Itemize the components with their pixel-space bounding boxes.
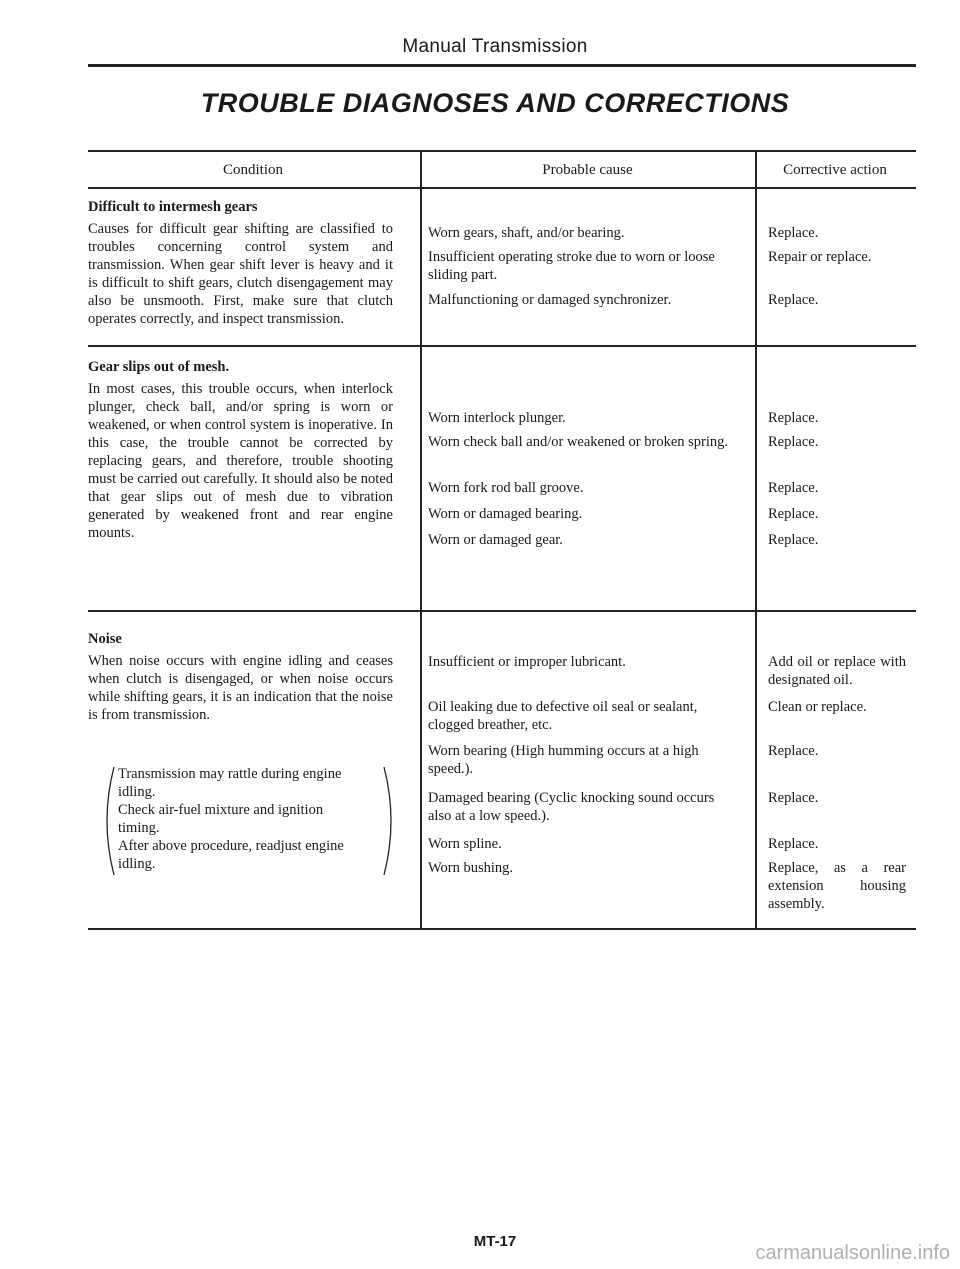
action-item: Replace. bbox=[768, 410, 819, 426]
condition-text: When noise occurs with engine idling and ceases when clutch is disengaged, or when noise occurs while shifting gears, it is an indication that the noise is from transmission. bbox=[88, 653, 393, 723]
cause-item: Worn or damaged gear. bbox=[428, 532, 563, 548]
bracket-line: After above procedure, readjust engine bbox=[118, 838, 344, 854]
cause-item: Worn gears, shaft, and/or bearing. bbox=[428, 225, 625, 241]
action-item: Replace. bbox=[768, 480, 819, 496]
cause-item: Worn or damaged bearing. bbox=[428, 506, 583, 522]
cause-item: Worn check ball and/or weakened or broken spring. bbox=[428, 434, 729, 450]
page-number: MT-17 bbox=[473, 1233, 517, 1250]
action-item: Replace. bbox=[768, 790, 819, 806]
cause-item: Worn spline. bbox=[428, 836, 502, 852]
column-header-condition: Condition bbox=[222, 162, 283, 178]
condition-cell bbox=[88, 358, 393, 542]
page-title: TROUBLE DIAGNOSES AND CORRECTIONS bbox=[200, 88, 790, 118]
action-item: Replace. bbox=[768, 225, 819, 241]
table-bottom-rule bbox=[88, 928, 916, 930]
action-item: Add oil or replace with designated oil. bbox=[768, 654, 906, 688]
cause-item: Malfunctioning or damaged synchronizer. bbox=[428, 292, 672, 308]
column-header-cause: Probable cause bbox=[542, 162, 633, 178]
cause-item: Damaged bearing (Cyclic knocking sound occurs also at a low speed.). bbox=[428, 790, 715, 824]
action-item: Replace. bbox=[768, 506, 819, 522]
cause-item: Insufficient operating stroke due to worn or loose sliding part. bbox=[428, 249, 715, 283]
watermark: carmanualsonline.info bbox=[755, 1242, 950, 1264]
condition-title: Difficult to intermesh gears bbox=[88, 199, 258, 215]
action-item: Replace. bbox=[768, 836, 819, 852]
action-item: Replace. bbox=[768, 532, 819, 548]
condition-cell bbox=[88, 630, 393, 724]
cause-item: Worn fork rod ball groove. bbox=[428, 480, 584, 496]
bracket-line: Transmission may rattle during engine bbox=[118, 766, 342, 782]
action-item: Repair or replace. bbox=[768, 249, 872, 265]
action-item: Replace. bbox=[768, 434, 819, 450]
column-divider bbox=[755, 150, 757, 928]
bracket-line: Check air-fuel mixture and ignition bbox=[118, 802, 324, 818]
bracket-line: timing. bbox=[118, 820, 160, 836]
condition-title: Gear slips out of mesh. bbox=[88, 359, 230, 375]
cause-item: Insufficient or improper lubricant. bbox=[428, 654, 626, 670]
condition-text: In most cases, this trouble occurs, when interlock plunger, check ball, and/or spring is worn or weakened, or when control system is inoperative. In this case, the trouble cannot be corrected by replacing gears, and therefore, trouble shooting must be carried out carefully. It should also be noted that gear slips out of mesh due to vibration generated by weakened front and rear engine mounts. bbox=[88, 381, 393, 541]
bracket-line: idling. bbox=[118, 784, 156, 800]
bracket-note bbox=[104, 765, 389, 873]
column-divider bbox=[420, 150, 422, 928]
cause-item: Worn interlock plunger. bbox=[428, 410, 566, 426]
column-header-action: Corrective action bbox=[783, 162, 887, 178]
action-item: Clean or replace. bbox=[768, 699, 867, 715]
condition-cell bbox=[88, 198, 393, 328]
cause-item: Worn bearing (High humming occurs at a high speed.). bbox=[428, 743, 699, 777]
cause-item: Oil leaking due to defective oil seal or sealant, clogged breather, etc. bbox=[428, 699, 698, 733]
action-item: Replace. bbox=[768, 292, 819, 308]
table-top-rule bbox=[88, 150, 916, 152]
table-header-rule bbox=[88, 187, 916, 189]
row-divider bbox=[88, 610, 916, 612]
cause-item: Worn bushing. bbox=[428, 860, 514, 876]
condition-text: Causes for difficult gear shifting are classified to troubles concerning control system and transmission. When gear shift lever is heavy and it is difficult to shift gears, clutch disengagement may also be unsmooth. First, make sure that clutch operates correctly, and inspect transmission. bbox=[88, 221, 393, 327]
row-divider bbox=[88, 345, 916, 347]
header-rule bbox=[88, 64, 916, 67]
action-item: Replace. bbox=[768, 743, 819, 759]
bracket-line: idling. bbox=[118, 856, 156, 872]
action-item: Replace, as a rear extension housing assembly. bbox=[768, 860, 906, 912]
section-header: Manual Transmission bbox=[402, 36, 588, 57]
condition-title: Noise bbox=[88, 631, 122, 647]
